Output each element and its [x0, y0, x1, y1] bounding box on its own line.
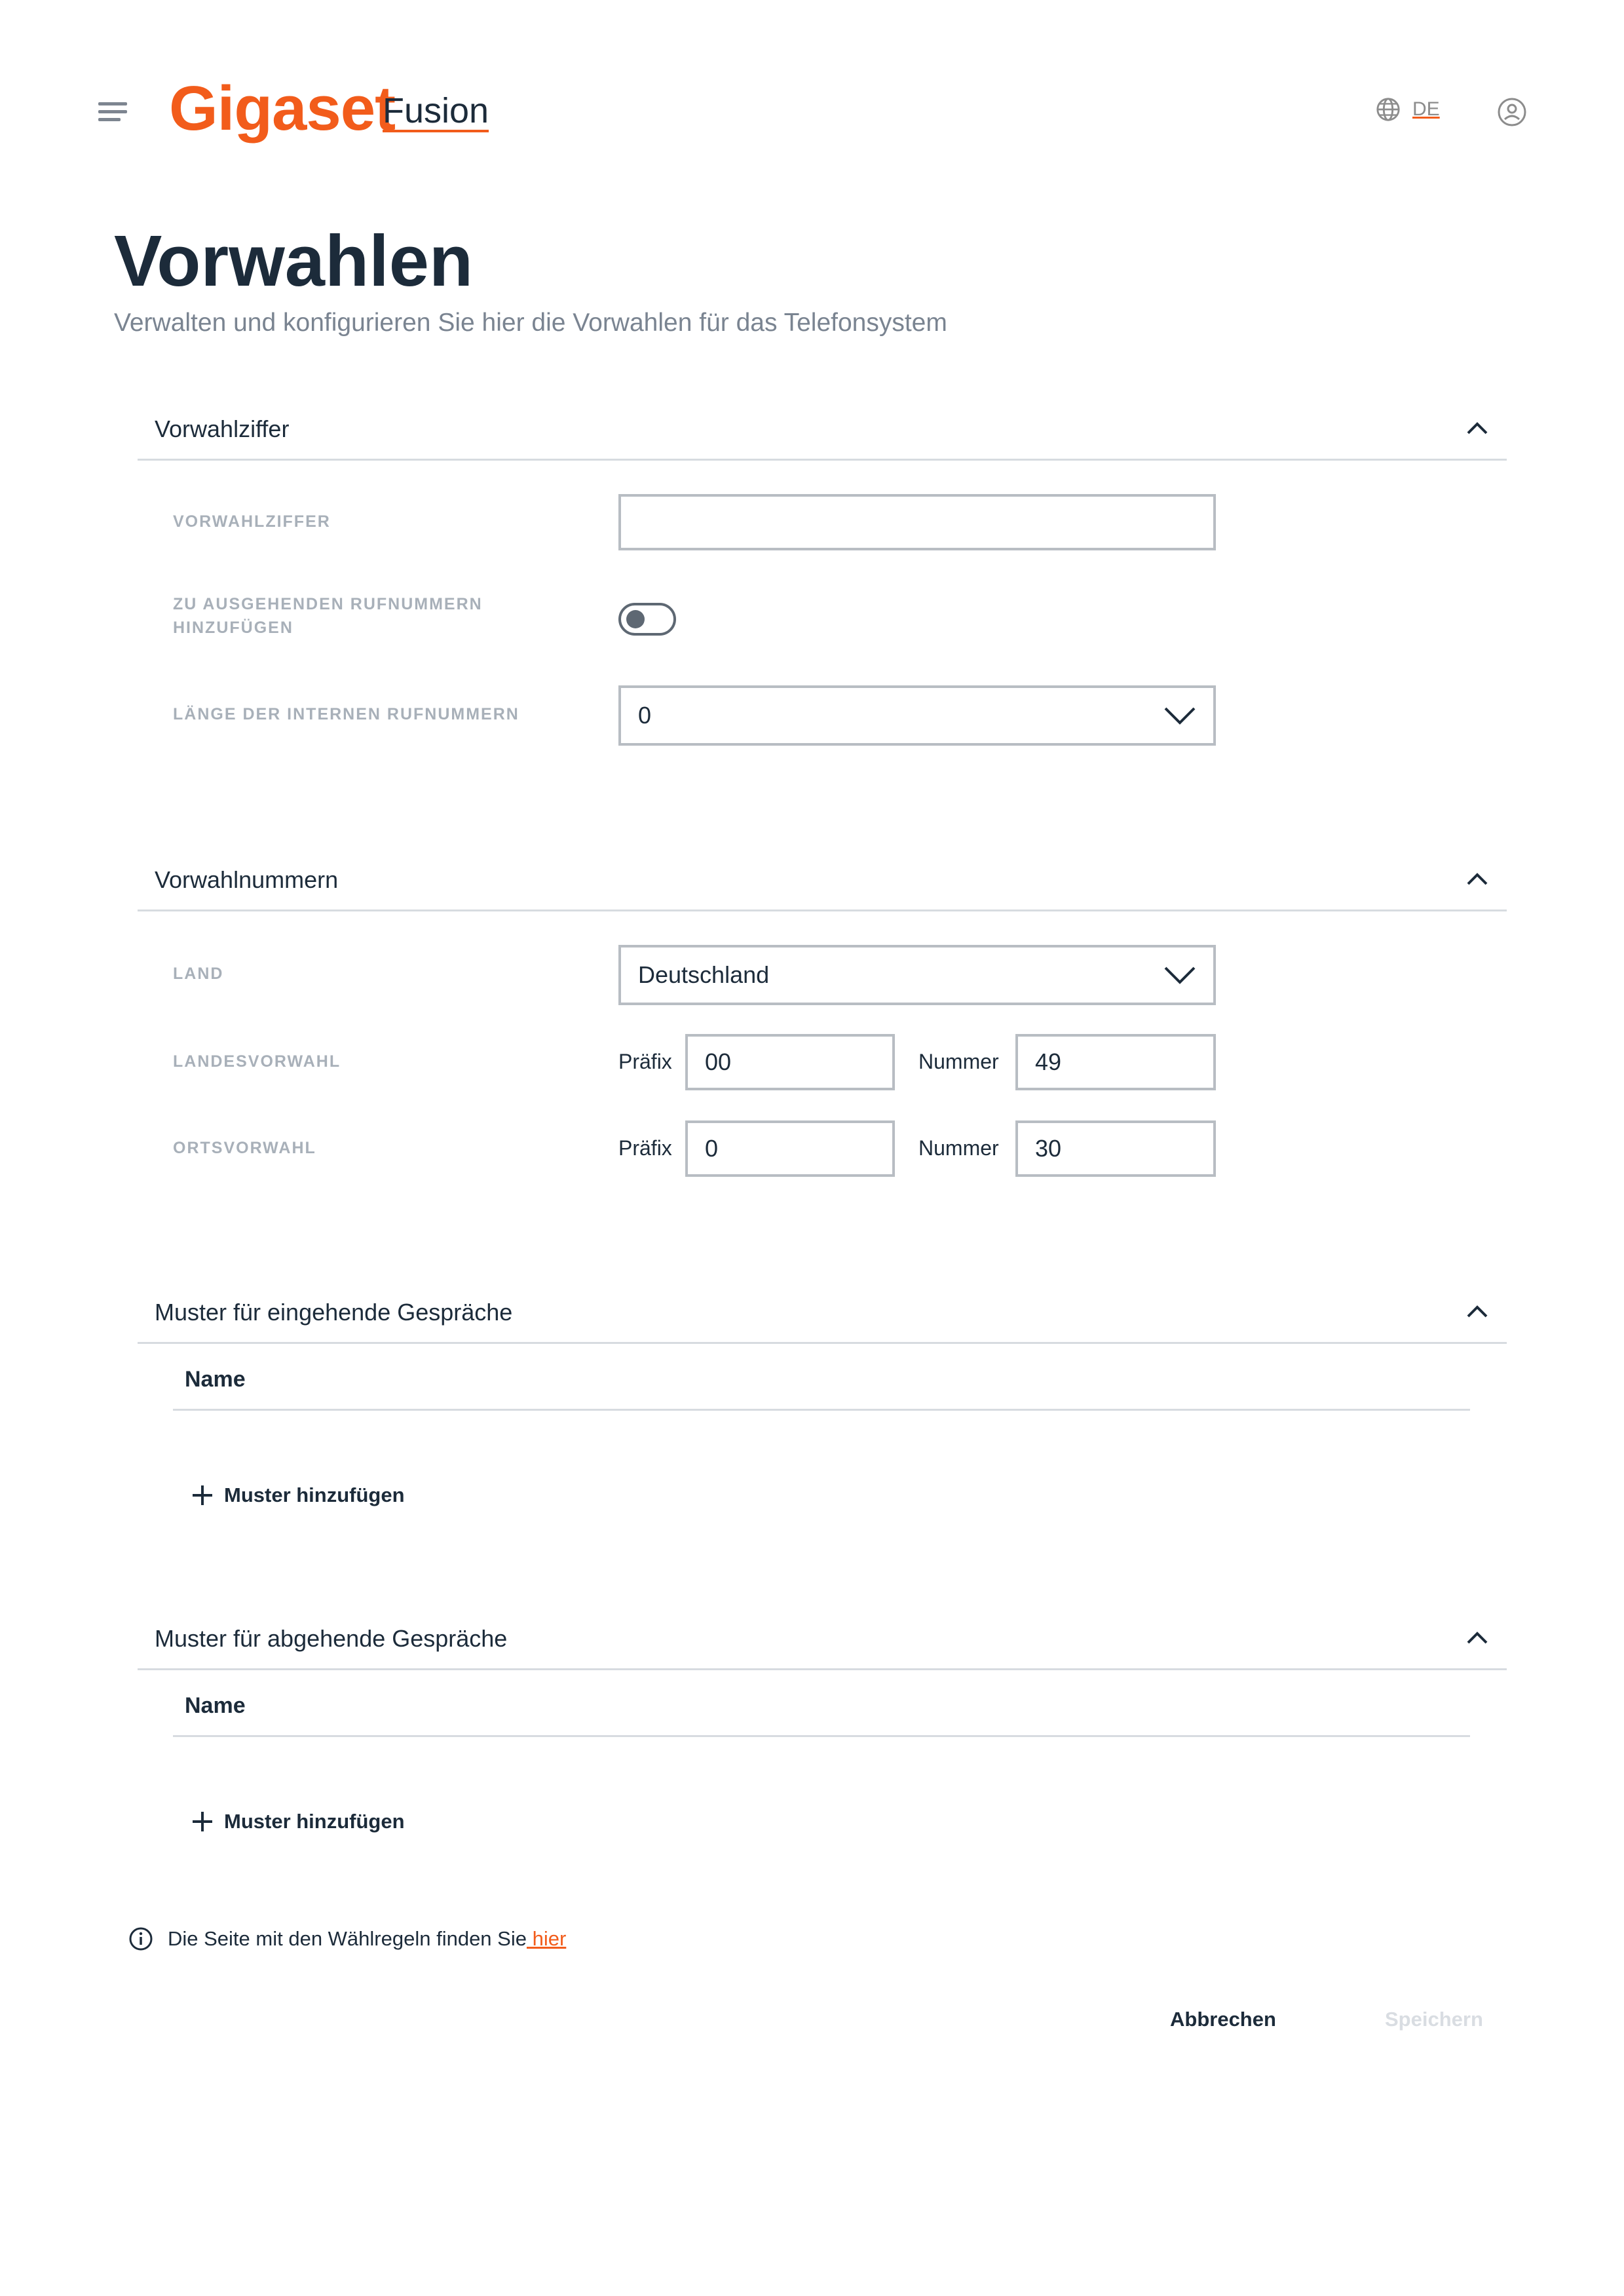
info-message: Die Seite mit den Wählregeln finden Sie [168, 1927, 527, 1950]
menu-icon[interactable] [98, 102, 127, 122]
field-label-line: ZU AUSGEHENDEN RUFNUMMERN [173, 595, 483, 613]
country-number-input[interactable]: 49 [1015, 1034, 1216, 1090]
section-title: Vorwahlziffer [155, 415, 290, 442]
globe-icon [1376, 97, 1401, 122]
table-column-name: Name [185, 1367, 246, 1392]
add-pattern-label: Muster hinzufügen [224, 1810, 405, 1833]
prefix-label: Präfix [618, 1050, 672, 1073]
add-to-outgoing-toggle[interactable] [618, 603, 676, 636]
user-account-button[interactable] [1497, 97, 1527, 130]
toggle-knob [626, 610, 645, 628]
chevron-down-icon [1163, 706, 1196, 725]
section-header-incoming[interactable] [138, 1280, 1507, 1344]
section-header-vorwahlziffer[interactable] [138, 397, 1507, 461]
country-select[interactable] [618, 945, 1216, 1005]
add-incoming-pattern-button[interactable] [191, 1483, 405, 1507]
save-button[interactable]: Speichern [1385, 2008, 1483, 2031]
gigaset-logo: Gigaset [169, 73, 396, 144]
section-title: Muster für abgehende Gespräche [155, 1625, 508, 1652]
field-label-outgoing-add [173, 592, 483, 640]
chevron-up-icon [1466, 871, 1488, 886]
chevron-down-icon [1163, 965, 1196, 985]
select-value: Deutschland [638, 961, 770, 988]
info-text [168, 1927, 566, 1951]
prefix-label: Präfix [618, 1136, 672, 1160]
language-code: DE [1412, 98, 1440, 120]
table-divider [173, 1409, 1470, 1411]
chevron-up-icon [1466, 1630, 1488, 1645]
field-label-line: HINZUFÜGEN [173, 619, 293, 637]
section-title: Vorwahlnummern [155, 866, 339, 893]
table-column-name: Name [185, 1693, 246, 1718]
user-icon [1497, 97, 1527, 127]
dialrules-link[interactable]: hier [526, 1927, 567, 1950]
field-label-landesvorwahl: LANDESVORWAHL [173, 1052, 341, 1071]
info-icon [128, 1926, 153, 1951]
country-prefix-input[interactable]: 00 [685, 1034, 895, 1090]
number-label: Nummer [918, 1136, 999, 1160]
chevron-up-icon [1466, 1304, 1488, 1318]
page-subtitle: Verwalten und konfigurieren Sie hier die Vorwahlen für das Telefonsystem [114, 309, 947, 337]
area-number-input[interactable]: 30 [1015, 1120, 1216, 1177]
product-name-link[interactable]: Fusion [383, 93, 489, 132]
field-label-vorwahlziffer: VORWAHLZIFFER [173, 512, 331, 531]
select-value: 0 [638, 702, 652, 729]
area-prefix-input[interactable]: 0 [685, 1120, 895, 1177]
section-title: Muster für eingehende Gespräche [155, 1299, 513, 1326]
number-label: Nummer [918, 1050, 999, 1073]
chevron-up-icon [1466, 421, 1488, 435]
add-pattern-label: Muster hinzufügen [224, 1483, 405, 1506]
cancel-button[interactable]: Abbrechen [1170, 2008, 1276, 2031]
field-label-land: LAND [173, 965, 224, 983]
page-title: Vorwahlen [114, 221, 474, 301]
vorwahlziffer-input[interactable] [618, 494, 1216, 550]
language-selector[interactable] [1376, 97, 1440, 122]
plus-icon [191, 1810, 214, 1833]
table-divider [173, 1735, 1470, 1737]
section-header-vorwahlnummern[interactable] [138, 848, 1507, 911]
add-outgoing-pattern-button[interactable] [191, 1810, 405, 1833]
field-label-internal-length: LÄNGE DER INTERNEN RUFNUMMERN [173, 705, 519, 723]
internal-length-select[interactable] [618, 685, 1216, 746]
section-header-outgoing[interactable] [138, 1607, 1507, 1670]
plus-icon [191, 1484, 214, 1506]
field-label-ortsvorwahl: ORTSVORWAHL [173, 1139, 316, 1157]
info-note [128, 1926, 566, 1951]
